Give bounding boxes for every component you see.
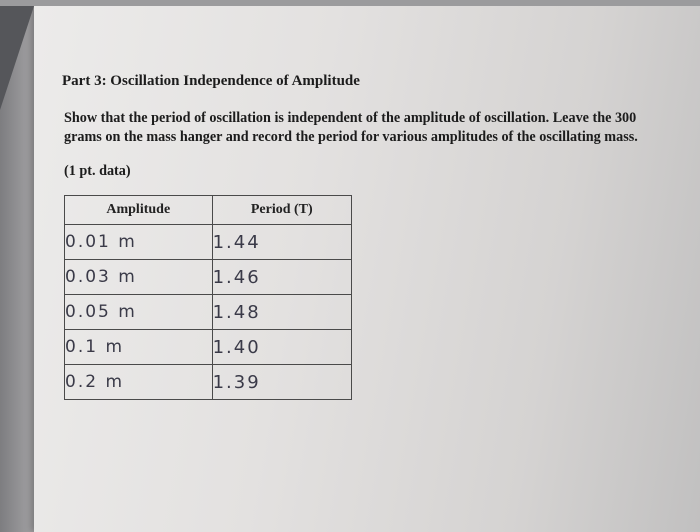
table-row [65,225,352,260]
table-row [65,295,352,330]
header-amplitude: Amplitude [65,196,213,225]
table-header-row [65,196,352,225]
period-cell: 1.44 [212,225,351,260]
top-edge [0,0,700,6]
period-cell: 1.46 [212,260,351,295]
instructions-text: Show that the period of oscillation is independent of the amplitude of oscillation. Leave the 300 grams on the mass hanger and record the period for various amplitudes of the oscillating mass. [64,110,638,145]
amplitude-cell: 0.1 m [65,330,213,365]
period-cell: 1.39 [212,365,351,400]
table-row [65,330,352,365]
amplitude-cell: 0.05 m [65,295,213,330]
header-period: Period (T) [212,196,351,225]
period-cell: 1.48 [212,295,351,330]
section-heading: Part 3: Oscillation Independence of Amplitude [62,73,360,89]
points-note: (1 pt. data) [64,163,131,179]
amplitude-cell: 0.2 m [65,365,213,400]
shadow-corner [0,0,36,110]
data-table [64,195,352,400]
table-row [65,260,352,295]
amplitude-cell: 0.03 m [65,260,213,295]
period-cell: 1.40 [212,330,351,365]
amplitude-cell: 0.01 m [65,225,213,260]
table-row [65,365,352,400]
